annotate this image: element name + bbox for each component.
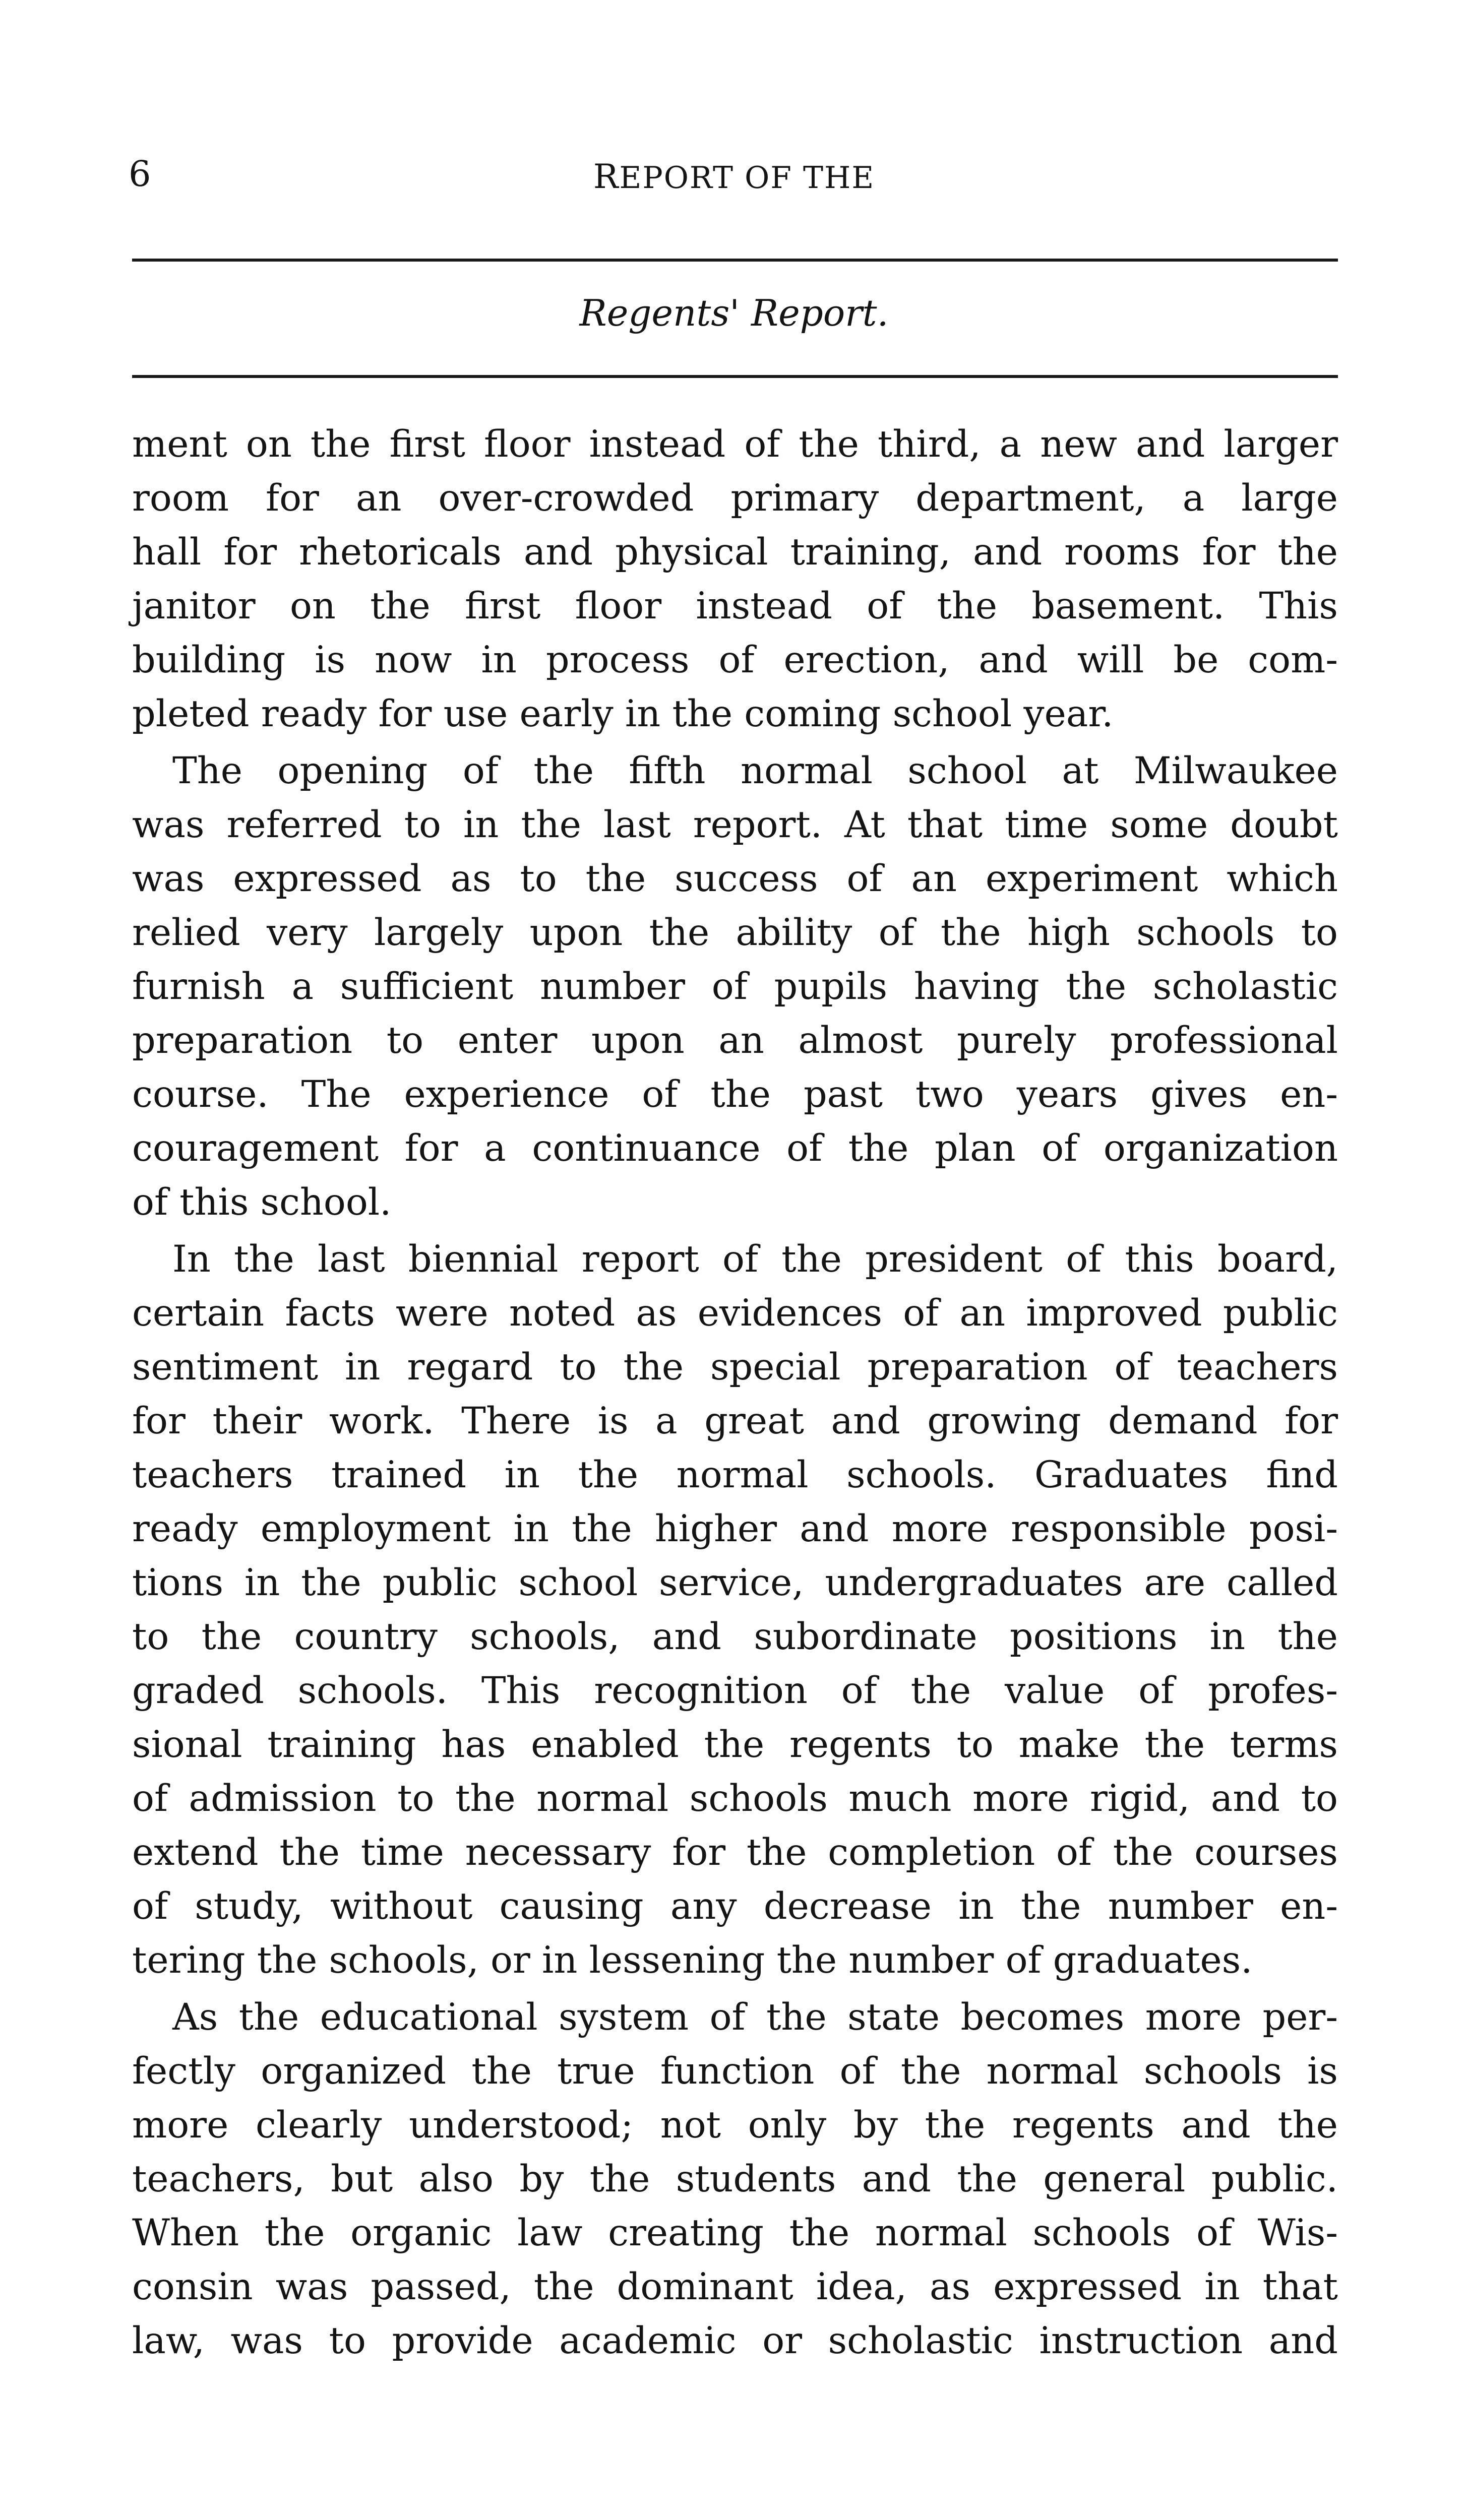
text-line: extend the time necessary for the completion of the courses [132, 1831, 1338, 1874]
text-line: certain facts were noted as evidences of an improved public [132, 1292, 1338, 1335]
text-line: was expressed as to the success of an experiment which [132, 857, 1338, 900]
running-head-initial: R [593, 157, 620, 196]
text-line: relied very largely upon the ability of the high schools to [132, 911, 1338, 954]
text-line: course. The experience of the past two years gives en- [132, 1073, 1338, 1116]
paragraph [132, 744, 1338, 1229]
text-line: pleted ready for use early in the coming school year. [132, 692, 1114, 735]
text-line: As the educational system of the state becomes more per- [172, 1996, 1338, 2039]
text-line: to the country schools, and subordinate positions in the [132, 1615, 1338, 1658]
text-line: teachers, but also by the students and the general public. [132, 2158, 1338, 2200]
text-line: janitor on the first floor instead of the basement. This [132, 585, 1338, 627]
body-text [132, 417, 1338, 2368]
text-line: ment on the first floor instead of the third, a new and larger [132, 423, 1338, 466]
text-line: of admission to the normal schools much more rigid, and to [132, 1777, 1338, 1820]
text-line: sentiment in regard to the special preparation of teachers [132, 1346, 1338, 1389]
text-line: tering the schools, or in lessening the number of graduates. [132, 1939, 1253, 1982]
paragraph [132, 1232, 1338, 1987]
text-line: When the organic law creating the normal schools of Wis- [132, 2212, 1338, 2254]
text-line: couragement for a continuance of the plan of organization [132, 1127, 1338, 1170]
text-line: room for an over-crowded primary department, a large [132, 477, 1338, 520]
text-line: furnish a sufficient number of pupils having the scholastic [132, 965, 1338, 1008]
paragraph [132, 417, 1338, 741]
section-title: Regents' Report. [579, 292, 889, 334]
text-line: preparation to enter upon an almost purely professional [132, 1019, 1338, 1062]
text-line: teachers trained in the normal schools. Graduates find [132, 1454, 1338, 1496]
header-rule-bottom [132, 375, 1338, 378]
text-line: ready employment in the higher and more responsible posi- [132, 1507, 1338, 1550]
text-line: of this school. [132, 1181, 392, 1224]
text-line: building is now in process of erection, and will be com- [132, 639, 1338, 681]
text-line: tions in the public school service, undergraduates are called [132, 1561, 1338, 1604]
text-line: law, was to provide academic or scholastic instruction and [132, 2319, 1338, 2362]
running-head-rest: EPORT OF THE [619, 160, 875, 196]
text-line: more clearly understood; not only by the regents and the [132, 2104, 1338, 2147]
text-line: for their work. There is a great and growing demand for [132, 1400, 1338, 1442]
text-line: In the last biennial report of the president of this board, [172, 1238, 1338, 1281]
text-line: consin was passed, the dominant idea, as expressed in that [132, 2265, 1338, 2308]
running-head [0, 157, 1468, 196]
text-line: The opening of the fifth normal school at Milwaukee [172, 749, 1338, 792]
header-rule-top [132, 259, 1338, 262]
paragraph [132, 1990, 1338, 2368]
text-line: was referred to in the last report. At that time some doubt [132, 803, 1338, 846]
text-line: fectly organized the true function of the normal schools is [132, 2050, 1338, 2093]
page-number: 6 [129, 153, 151, 195]
text-line: hall for rhetoricals and physical training, and rooms for the [132, 531, 1338, 574]
text-line: graded schools. This recognition of the value of profes- [132, 1669, 1338, 1712]
text-line: sional training has enabled the regents to make the terms [132, 1723, 1338, 1766]
text-line: of study, without causing any decrease in the number en- [132, 1885, 1338, 1928]
